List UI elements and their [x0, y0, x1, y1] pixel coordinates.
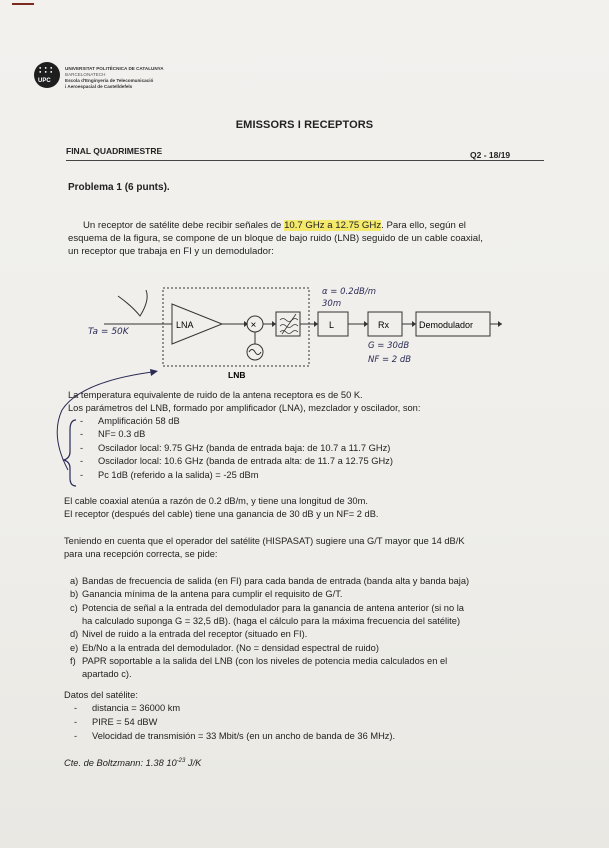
- boltzmann-constant: Cte. de Boltzmann: 1.38 $10^{-23}$ J/K: [64, 758, 202, 769]
- question-c-cont: ha calculado suponga G = 32,5 dB). (haga el cálculo para la máxima frecuencia del satélite): [82, 616, 461, 626]
- param-item: - Pc 1dB (referido a la salida) = -25 dBm: [80, 470, 259, 480]
- cable-block: [318, 312, 348, 336]
- param-item: - Amplificación 58 dB: [80, 416, 180, 426]
- question-a: a) Bandas de frecuencia de salida (en FI) para cada banda de entrada (banda alta y banda baja): [70, 576, 470, 586]
- handwritten-brace: [64, 420, 76, 486]
- course-title: EMISSORS I RECEPTORS: [235, 119, 374, 131]
- question-d: d) Nivel de ruido a la entrada del receptor (situado en FI).: [70, 629, 308, 639]
- institution-text: UNIVERSITAT POLITÈCNICA DE CATALUNYA BARCELONATECH Escola d'Enginyeria de Telecomunicació i Aeroespacial de Castelldefels: [65, 66, 164, 89]
- cable-label: L: [329, 320, 335, 330]
- term-label: Q2 - 18/19: [470, 150, 511, 160]
- gt-text-line2: para una recepción correcta, se pide:: [64, 549, 218, 559]
- handwritten-gain: G = 30dB: [368, 341, 410, 351]
- receiver-text: El receptor (después del cable) tiene una ganancia de 30 dB y un NF= 2 dB.: [64, 509, 379, 519]
- cable-text: El cable coaxial atenúa a razón de 0.2 dB/m, y tiene una longitud de 30m.: [64, 496, 368, 506]
- handwritten-length: 30m: [322, 299, 342, 309]
- filter-icon: [276, 312, 300, 336]
- header-divider: [66, 160, 544, 161]
- upc-logo-icon: ● ● ● ● ● ● UPC: [34, 62, 60, 88]
- oscillator-icon: [247, 344, 263, 360]
- demodulator-label: Demodulador: [419, 320, 474, 330]
- handwritten-attenuation: α = 0.2dB/m: [322, 287, 377, 297]
- param-item: - Oscilador local: 10.6 GHz (banda de entrada alta: de 11.7 a 12.75 GHz): [80, 456, 393, 466]
- frequency-highlight: 10.7 GHz a 12.75 GHz: [284, 220, 382, 231]
- lnb-enclosure: [163, 288, 309, 366]
- mixer-icon: [247, 316, 263, 332]
- lna-amplifier-icon: [172, 304, 222, 344]
- param-item: - NF= 0.3 dB: [80, 429, 146, 439]
- exam-type: FINAL QUADRIMESTRE: [66, 146, 163, 156]
- lnb-params-heading: Los parámetros del LNB, formado por amplificador (LNA), mezclador y oscilador, son:: [68, 403, 421, 413]
- question-f-cont: apartado c).: [82, 669, 132, 679]
- antenna-temp-text: La temperatura equivalente de ruido de la antena receptora es de 50 K.: [68, 390, 363, 400]
- question-b: b) Ganancia mínima de la antena para cumplir el requisito de G/T.: [70, 589, 343, 599]
- satellite-item: - Velocidad de transmisión = 33 Mbit/s (en un ancho de banda de 36 MHz).: [74, 731, 396, 741]
- question-e: e) Eb/No a la entrada del demodulador. (No = densidad espectral de ruido): [70, 643, 379, 653]
- problem-title: Problema 1 (6 punts).: [68, 182, 170, 193]
- question-f: f) PAPR soportable a la salida del LNB (con los niveles de potencia media calculados en el: [70, 656, 448, 666]
- problem-intro: Un receptor de satélite debe recibir señales de 10.7 GHz a 12.75 GHz. Para ello, según el esquema de la figura, se compone de un bloque de bajo ruido (LNB) seguido de un cable coaxial, un receptor que trabaja en FI y un demodulador:: [68, 220, 483, 257]
- mixer-symbol: ×: [250, 320, 257, 331]
- satellite-item: - PIRE = 54 dBW: [74, 717, 158, 727]
- lna-label: LNA: [176, 320, 194, 330]
- param-item: - Oscilador local: 9.75 GHz (banda de entrada baja: de 10.7 a 11.7 GHz): [80, 443, 391, 453]
- question-c: c) Potencia de señal a la entrada del demodulador para la ganancia de antena anterior (si no la: [70, 603, 464, 613]
- university-logo: [34, 62, 234, 107]
- lnb-label: LNB: [228, 370, 246, 380]
- handwritten-nf: NF = 2 dB: [368, 355, 412, 365]
- page-edge-mark: [12, 3, 34, 5]
- receiver-block: [368, 312, 402, 336]
- gt-text-line1: Teniendo en cuenta que el operador del satélite (HISPASAT) sugiere una G/T mayor que 14 dB/K: [64, 536, 465, 546]
- antenna-icon: [118, 290, 147, 316]
- satellite-item: - distancia = 36000 km: [74, 703, 181, 713]
- handwritten-antenna-temp: Ta = 50K: [88, 327, 129, 337]
- demodulator-block: [416, 312, 490, 336]
- satellite-data-title: Datos del satélite:: [64, 690, 138, 700]
- receiver-label: Rx: [378, 320, 389, 330]
